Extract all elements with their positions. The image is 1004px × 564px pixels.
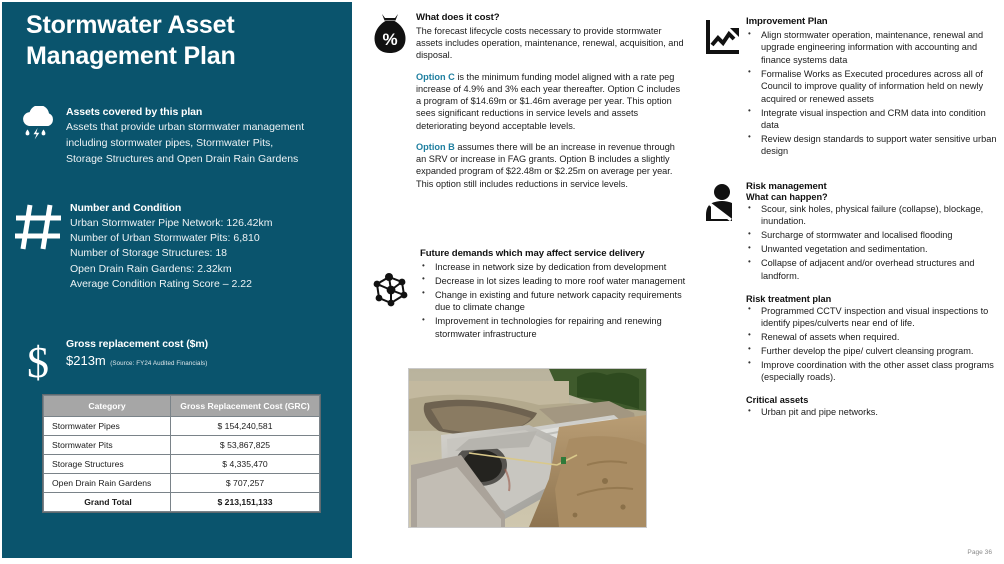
number-condition-block: [8, 202, 344, 292]
list-item: • Improvement in technologies for repairing and renewing stormwater infrastructure: [420, 315, 686, 340]
gross-replacement-cost-block: [10, 338, 340, 384]
number-condition-body: [70, 216, 344, 292]
improvement-plan-text: [746, 16, 998, 159]
rain-cloud-icon: [12, 106, 66, 167]
svg-text:%: %: [382, 30, 398, 49]
table-body: [44, 417, 320, 512]
table-head: [44, 396, 320, 417]
list-item: • Unwanted vegetation and sedimentation.: [746, 243, 998, 255]
grc-value: $213m: [66, 353, 106, 368]
list-item: • Collapse of adjacent and/or overhead structures and landform.: [746, 257, 998, 282]
list-item: • Scour, sink holes, physical failure (collapse), blockage, inundation.: [746, 203, 998, 228]
assets-covered-body: [66, 120, 342, 167]
table-row: [44, 455, 320, 474]
assets-covered-heading: Assets covered by this plan: [66, 106, 203, 118]
risk-management-block: [698, 181, 998, 420]
cost-paragraph-1: The forecast lifecycle costs necessary to provide stormwater assets includes operation, maintenance, renewal, acquisition, and disposal.: [416, 26, 684, 61]
money-bag-percent-icon: [364, 12, 416, 190]
svg-text:$: $: [27, 338, 49, 384]
list-item: • Formalise Works as Executed procedures across all of Council to improve quality of information held on newly acquired or renewed assets: [746, 68, 998, 105]
cost-paragraph-2: [416, 71, 686, 132]
improvement-plan-heading: Improvement Plan: [746, 16, 828, 27]
page-title-line-2: Management Plan: [26, 41, 236, 70]
assets-covered-text: [66, 106, 342, 167]
list-item: • Change in existing and future network capacity requirements due to climate change: [420, 289, 686, 314]
cost-heading: What does it cost?: [416, 12, 500, 23]
grc-value-row: [66, 352, 340, 370]
what-can-happen-list: [746, 203, 998, 282]
grc-text: [66, 338, 340, 384]
table-row: [44, 474, 320, 493]
what-can-happen-label: What can happen?: [746, 192, 828, 202]
page-title: [26, 10, 326, 71]
left-summary-panel: [2, 2, 352, 558]
risk-treatment-label: Risk treatment plan: [746, 293, 832, 304]
cell-value: $ 154,240,581: [171, 417, 320, 436]
column-header-category: Category: [44, 396, 171, 417]
future-demands-block: [362, 248, 686, 342]
option-c-text: is the minimum funding model aligned with a rate peg increase of 4.9% and 3% each year thereafter. Option C includes a program of $14.69m or $1.46m average per year. This option sees significant reductions in service levels and assets deteriorating beyond acceptable levels.: [416, 71, 681, 131]
cell-value: $ 4,335,470: [171, 455, 320, 474]
grc-source: (Source: FY24 Audited Financials): [110, 360, 208, 367]
right-column: [694, 0, 1004, 564]
number-line-4: Open Drain Rain Gardens: 2.32km: [70, 262, 232, 275]
future-demands-text: [420, 248, 686, 342]
cell-category: Stormwater Pipes: [44, 417, 171, 436]
cell-value: $ 53,867,825: [171, 436, 320, 455]
page-number: Page 36: [967, 549, 992, 556]
list-item: • Improve coordination with the other asset class programs (especially roads).: [746, 359, 998, 384]
list-item: • Renewal of assets when required.: [746, 331, 998, 343]
page-title-line-1: Stormwater Asset: [26, 11, 235, 39]
cost-text: [416, 12, 686, 190]
list-item: • Align stormwater operation, maintenance, renewal and upgrade engineering information with accounting and finance systems data: [746, 29, 998, 66]
cell-value: $ 707,257: [171, 474, 320, 493]
number-line-3: Number of Storage Structures: 18: [70, 247, 227, 260]
number-line-5: Average Condition Rating Score – 2.22: [70, 277, 252, 290]
what-does-it-cost-block: [364, 12, 686, 190]
hash-icon: [8, 202, 70, 292]
number-line-2: Number of Urban Stormwater Pits: 6,810: [70, 232, 260, 245]
option-b-label: Option B: [416, 141, 455, 152]
improvement-plan-list: [746, 29, 998, 158]
risk-treatment-list: [746, 305, 998, 384]
cell-total-label: Grand Total: [44, 493, 171, 512]
cell-category: Stormwater Pits: [44, 436, 171, 455]
gross-replacement-cost-table: [43, 395, 320, 512]
list-item: • Review design standards to support water sensitive urban design: [746, 133, 998, 158]
assets-covered-block: [12, 106, 342, 167]
list-item: • Urban pit and pipe networks.: [746, 406, 998, 418]
critical-assets-list: [746, 406, 998, 418]
stormwater-culvert-construction-photo: [408, 368, 647, 528]
option-c-label: Option C: [416, 71, 455, 82]
list-item: • Surcharge of stormwater and localised flooding: [746, 229, 998, 241]
critical-spacer: [746, 385, 998, 395]
number-line-1: Urban Stormwater Pipe Network: 126.42km: [70, 217, 273, 229]
table-row: [44, 417, 320, 436]
improvement-plan-block: [698, 16, 998, 159]
future-demands-list: [420, 261, 686, 340]
number-condition-heading: Number and Condition: [70, 202, 182, 214]
list-item: • Programmed CCTV inspection and visual inspections to identify pipes/culverts near end of life.: [746, 305, 998, 330]
assets-line-3: Storage Structures and Open Drain Rain Gardens: [66, 152, 299, 165]
risk-spacer: [746, 284, 998, 294]
growth-chart-icon: [698, 16, 746, 159]
table-row: [44, 436, 320, 455]
critical-assets-label: Critical assets: [746, 395, 809, 406]
table-header-row: [44, 396, 320, 417]
list-item: • Integrate visual inspection and CRM data into condition data: [746, 107, 998, 132]
cell-category: Open Drain Rain Gardens: [44, 474, 171, 493]
assets-line-1: Assets that provide urban stormwater management: [66, 121, 305, 133]
option-b-text: assumes there will be an increase in revenue through an SRV or increase in FAG grants. Option B includes a slightly expanded program of $22.48m or $2.25m on average per year. This option still includes reductions in service levels.: [416, 141, 675, 189]
cost-paragraph-3: [416, 141, 686, 190]
cell-category: Storage Structures: [44, 455, 171, 474]
dollar-sign-icon: [10, 338, 66, 384]
risk-management-heading: Risk management: [746, 181, 827, 192]
column-header-grc: Gross Replacement Cost (GRC): [171, 396, 320, 417]
grc-heading: Gross replacement cost ($m): [66, 338, 209, 350]
injured-person-icon: [698, 181, 746, 420]
risk-management-text: [746, 181, 998, 420]
network-nodes-icon: [362, 248, 420, 342]
list-item: • Increase in network size by dedication from development: [420, 261, 686, 273]
assets-line-2: including stormwater pipes, Stormwater Pits,: [66, 136, 274, 149]
cell-total-value: $ 213,151,133: [171, 493, 320, 512]
table-total-row: [44, 493, 320, 512]
number-condition-text: [70, 202, 344, 292]
future-demands-heading: Future demands which may affect service delivery: [420, 248, 645, 259]
list-item: • Decrease in lot sizes leading to more roof water management: [420, 275, 686, 287]
list-item: • Further develop the pipe/ culvert cleansing program.: [746, 345, 998, 357]
